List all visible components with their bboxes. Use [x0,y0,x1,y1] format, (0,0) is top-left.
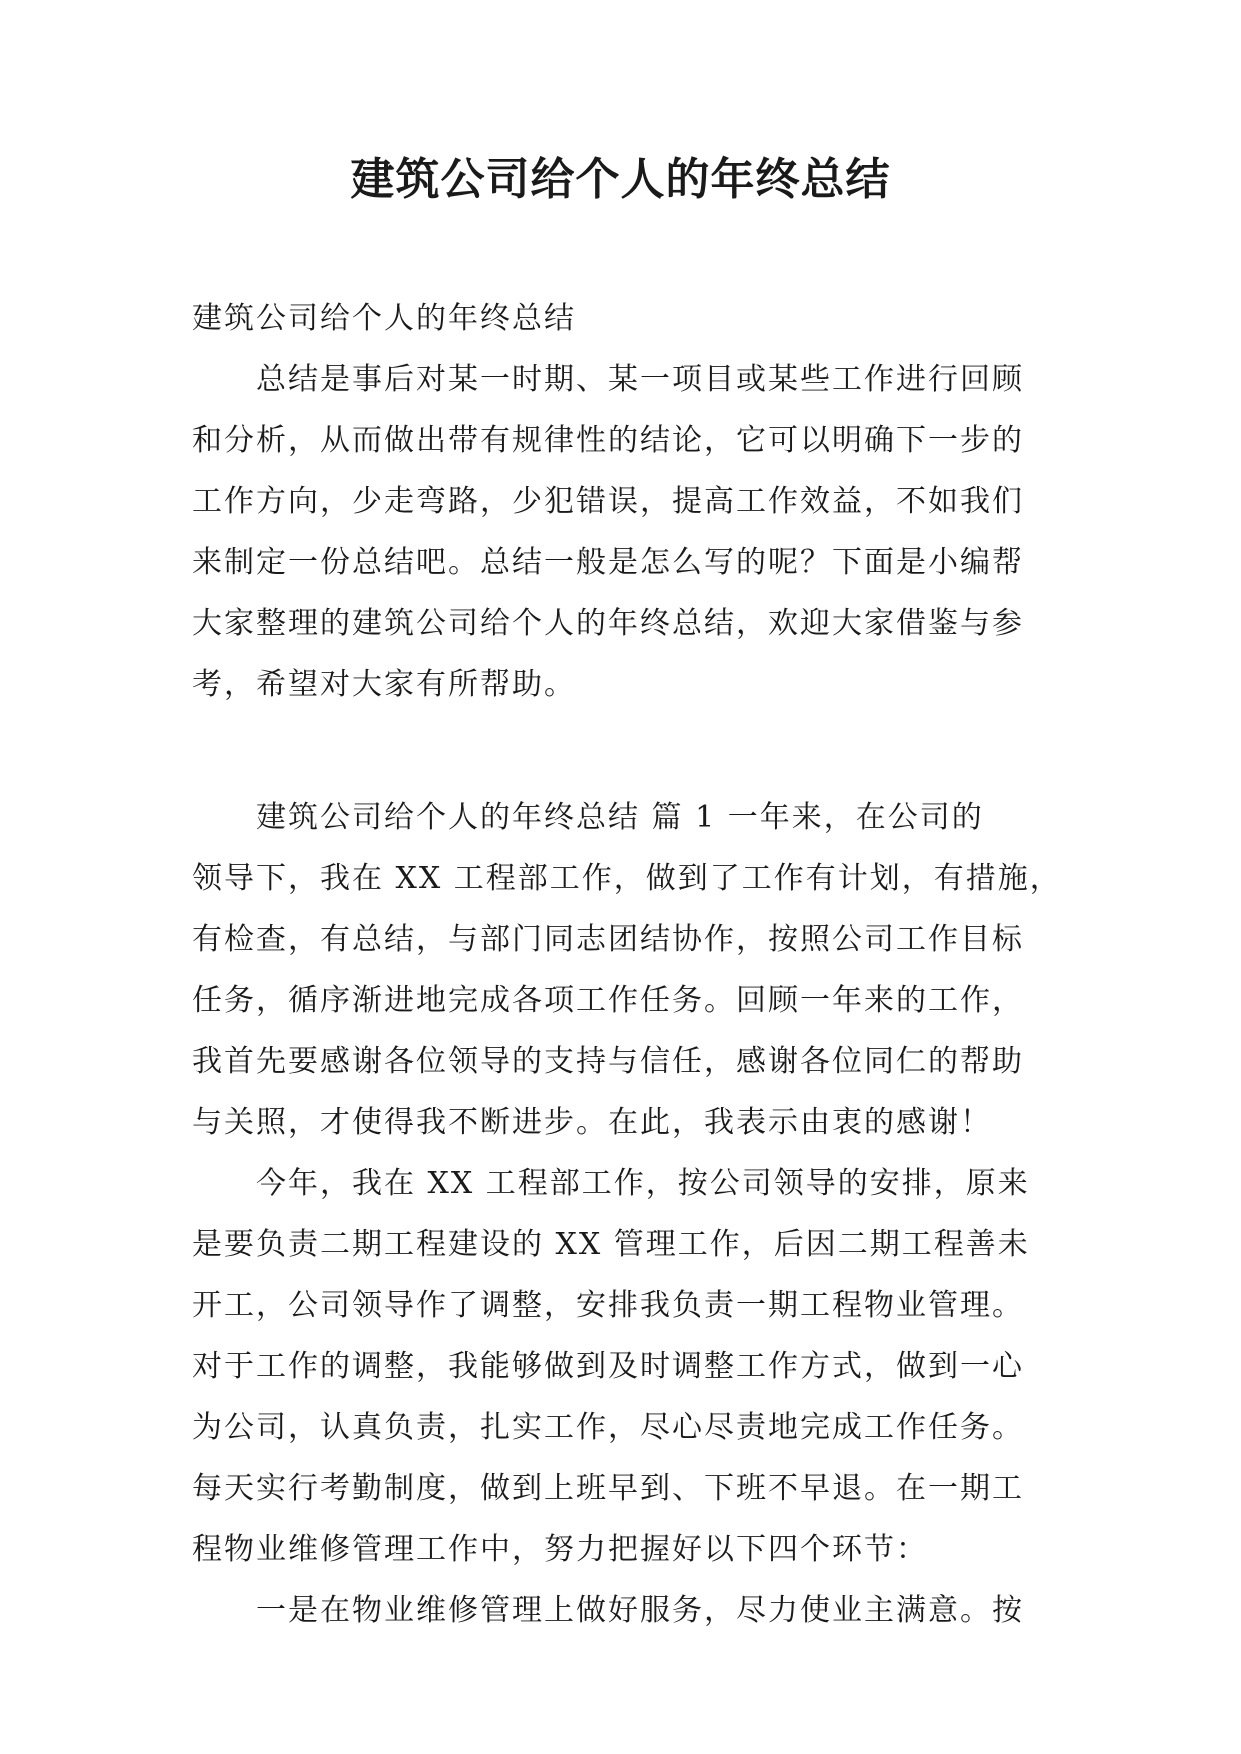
intro-line: 总结是事后对某一时期、某一项目或某些工作进行回顾 [256,362,1024,397]
paragraph-gap [192,715,1056,787]
section-1-line: 领导下，我在 XX 工程部工作，做到了工作有计划，有措施， [192,861,1062,896]
intro-line: 和分析，从而做出带有规律性的结论，它可以明确下一步的 [192,423,1024,458]
section-1-line: 我首先要感谢各位领导的支持与信任，感谢各位同仁的帮助 [192,1044,1024,1079]
paragraph-3-line: 一是在物业维修管理上做好服务，尽力使业主满意。按 [256,1593,1024,1628]
intro-line: 大家整理的建筑公司给个人的年终总结，欢迎大家借鉴与参 [192,606,1024,641]
paragraph-2-line: 程物业维修管理工作中，努力把握好以下四个环节： [192,1532,928,1567]
intro-line: 考，希望对大家有所帮助。 [192,667,576,702]
section-1-paragraph [192,787,1062,1153]
section-1-line: 有检查，有总结，与部门同志团结协作，按照公司工作目标 [192,922,1024,957]
document-body [192,288,1062,1641]
paragraph-2-line: 今年，我在 XX 工程部工作，按公司领导的安排，原来 [256,1166,1030,1201]
paragraph-3 [192,1580,1056,1641]
paragraph-2-line: 为公司，认真负责，扎实工作，尽心尽责地完成工作任务。 [192,1410,1024,1445]
intro-line: 工作方向，少走弯路，少犯错误，提高工作效益，不如我们 [192,484,1024,519]
paragraph-2-line: 对于工作的调整，我能够做到及时调整工作方式，做到一心 [192,1349,1024,1384]
section-1-line: 与关照，才使得我不断进步。在此，我表示由衷的感谢！ [192,1105,992,1140]
document-title: 建筑公司给个人的年终总结 [350,154,891,205]
intro-paragraph [192,349,1056,715]
paragraph-2-line: 开工，公司领导作了调整，安排我负责一期工程物业管理。 [192,1288,1024,1323]
document-subtitle: 建筑公司给个人的年终总结 [192,301,576,336]
paragraph-2 [192,1153,1056,1580]
section-1-line: 任务，循序渐进地完成各项工作任务。回顾一年来的工作， [192,983,1024,1018]
intro-line: 来制定一份总结吧。总结一般是怎么写的呢？下面是小编帮 [192,545,1024,580]
paragraph-2-line: 每天实行考勤制度，做到上班早到、下班不早退。在一期工 [192,1471,1024,1506]
paragraph-2-line: 是要负责二期工程建设的 XX 管理工作，后因二期工程善未 [192,1227,1030,1262]
section-1-line: 建筑公司给个人的年终总结 篇 1 一年来，在公司的 [256,800,984,835]
